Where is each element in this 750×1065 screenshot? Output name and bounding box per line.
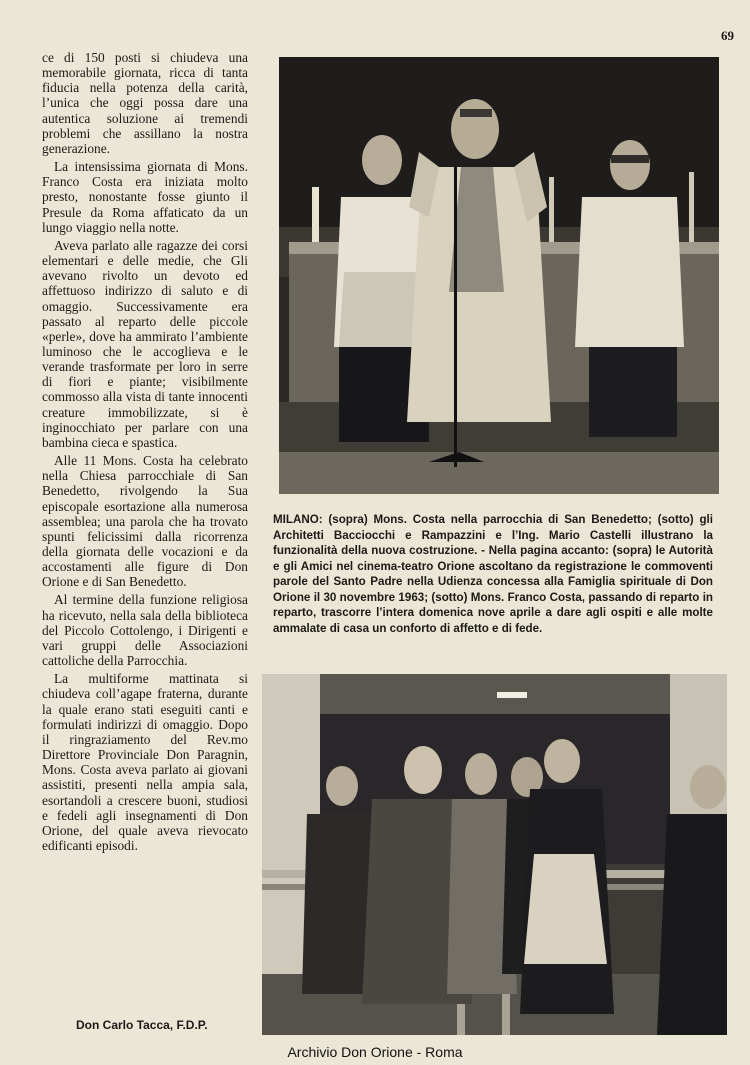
article-column [42, 50, 248, 853]
article-paragraph: La intensissima giornata di Mons. Franco Costa era iniziata molto presto, nonostante fosse giunto il Presule da Roma affaticato da un lungo viaggio nella notte. [42, 159, 248, 235]
caption-lead: MILANO: [273, 513, 323, 526]
article-signature: Don Carlo Tacca, F.D.P. [76, 1018, 208, 1032]
article-paragraph: Alle 11 Mons. Costa ha celebrato nella Chiesa parrocchiale di San Benedetto, rivolgendo la Sua episcopale esortazione alla numerosa assemblea; una parola che ha trovato spunti felicissimi dalla ricorrenza della giornata delle vocazioni e da accostamenti alle figure di Don Orione e di San Benedetto. [42, 453, 248, 590]
photo-bishop-at-altar [279, 57, 719, 494]
article-paragraph: Aveva parlato alle ragazze dei corsi elementari e delle medie, che Gli avevano rivolto un devoto ed affettuoso indirizzo di saluto e di omaggio. Successivamente era passato al reparto delle piccole «perle», dove ha ammirato l’ambiente luminoso che le accoglieva e le verande trasformate per loro in serre di fiori e piante; visibilmente commosso alla vista di tante innocenti creature immobilizzate, si è inginocchiato per parlare con una bambina cieca e spastica. [42, 237, 248, 450]
article-paragraph: Al termine della funzione religiosa ha ricevuto, nella sala della biblioteca del Piccolo Cottolengo, i Dirigenti e vari gruppi delle Associazioni cattoliche della Parrocchia. [42, 592, 248, 669]
article-paragraph: ce di 150 posti si chiudeva una memorabile giornata, ricca di tanta fiducia nella potenza della carità, l’unica che oggi possa dare una autentica soluzione ai tremendi problemi che assillano la nostra generazione. [42, 50, 248, 156]
photo-caption [273, 512, 713, 636]
archive-footer: Archivio Don Orione - Roma [287, 1044, 463, 1060]
caption-text: (sopra) Mons. Costa nella parrocchia di San Benedetto; (sotto) gli Architetti Bacciocchi e Rampazzini e l’Ing. Mario Castelli illustrano la funzionalità della nuova costruzione. - Nella pagina accanto: (sopra) le Autorità e gli Amici nel cinema-teatro Orione ascoltano da registrazione le commoventi parole del Santo Padre nella Udienza concessa alla Famiglia spirituale di Don Orione il 30 novembre 1963; (sotto) Mons. Franco Costa, passando di reparto in reparto, trascorre l’intera domenica nove aprile a dare agli ospiti e alle molte ammalate di casa un conforto di affetto e di fede. [273, 513, 713, 635]
page-number: 69 [721, 28, 734, 43]
article-paragraph: La multiforme mattinata si chiudeva coll’agape fraterna, durante la quale erano stati eseguiti canti e formulati indirizzi di omaggio. Dopo il ringraziamento del Rev.mo Direttore Provinciale Don Paragnin, Mons. Costa aveva parlato ai giovani assistiti, presenti nella ampia sala, esortandoli a crescere buoni, studiosi e fedeli agli insegnamenti di Don Orione, del quale aveva rievocato edificanti episodi. [42, 671, 248, 853]
photo-architects-visit [262, 674, 727, 1035]
